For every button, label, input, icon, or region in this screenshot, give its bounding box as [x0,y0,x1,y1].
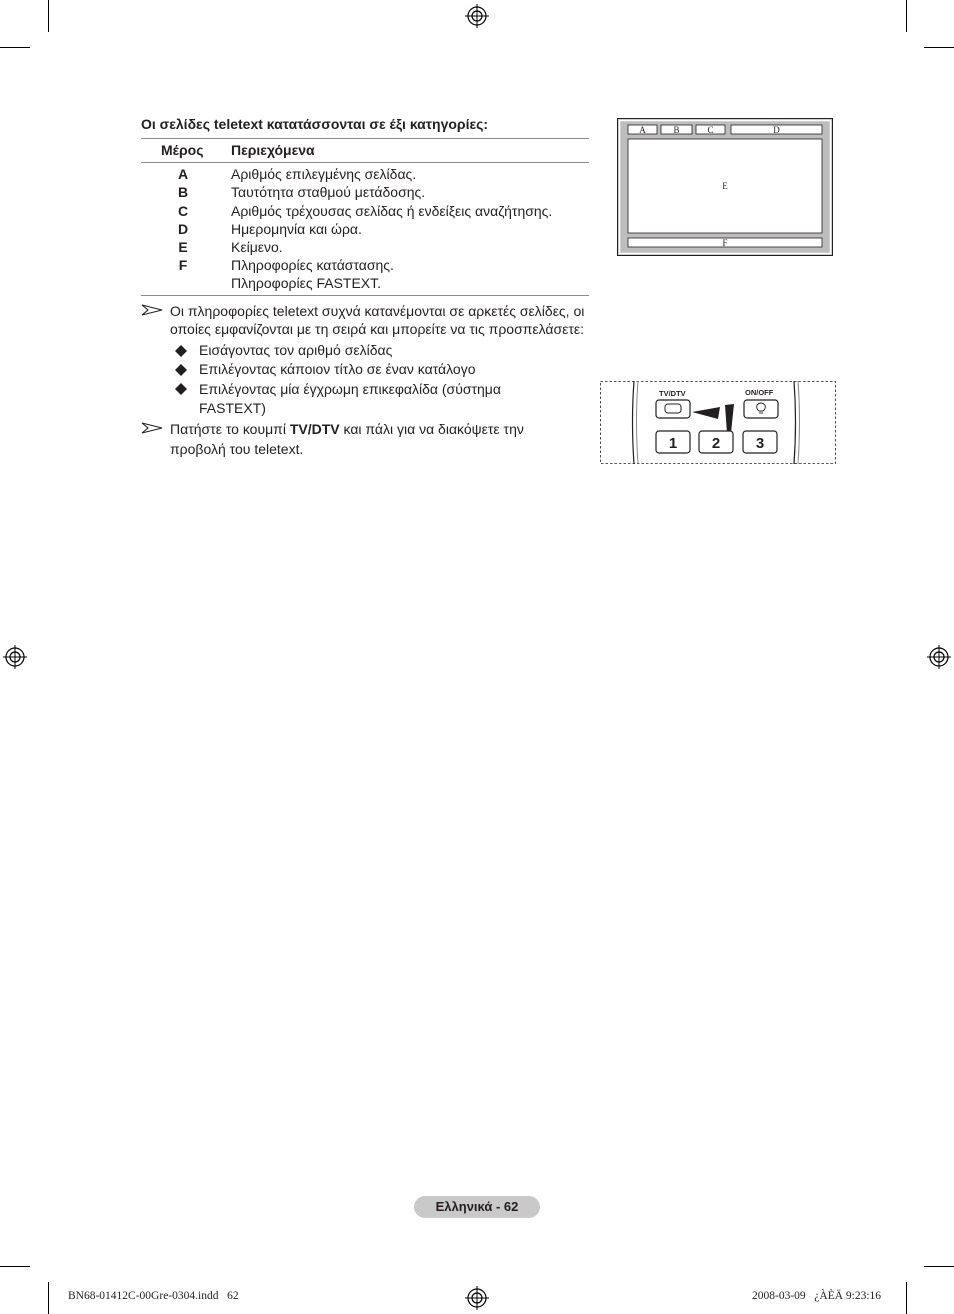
table-bottom-rule [141,295,589,296]
bullet-item: Εισάγοντας τον αριθμό σελίδας [199,342,393,358]
page-number-badge: Ελληνικά - 62 [414,1196,540,1218]
crop-mark [0,47,30,48]
bullet-item: Επιλέγοντας μία έγχρωμη επικεφαλίδα (σύστημα [199,381,501,397]
crop-mark [906,1282,907,1314]
date-slug: 2008-03-09 ¿ÀÈÄ 9:23:16 [752,1290,882,1302]
bullet-item: Επιλέγοντας κάποιον τίτλο σε έναν κατάλογο [199,361,476,377]
table-top-rule [141,138,589,139]
crop-mark [48,0,49,32]
bullet-item: FASTEXT) [199,400,266,416]
registration-mark-icon [927,645,951,669]
table-cell-desc: Αριθμός τρέχουσας σελίδας ή ενδείξεις αναζήτησης. [231,203,553,219]
note-text-part: και πάλι για να διακόψετε την [339,421,524,437]
crop-mark [924,47,954,48]
tv-dtv-key-name: TV/DTV [289,421,340,437]
crop-mark [48,1282,49,1314]
table-cell-desc: Αριθμός επιλεγμένης σελίδας. [231,166,417,182]
table-cell-part: A [177,166,189,182]
crop-mark [924,1266,954,1267]
registration-mark-icon [465,1286,489,1310]
note-text: προβολή του teletext. [170,441,304,457]
registration-mark-icon [3,645,27,669]
teletext-label-e: E [722,181,728,191]
number-key-2[interactable] [699,431,733,453]
table-cell-desc: Πληροφορίες κατάστασης. [231,257,394,273]
table-cell-part: C [177,203,189,219]
note-arrow-icon [141,422,163,434]
tv-dtv-label: TV/DTV [659,389,686,398]
number-key-1[interactable] [656,431,690,453]
teletext-label-f: F [722,238,728,248]
tv-dtv-button[interactable] [656,400,690,418]
diamond-bullet-icon [175,364,187,376]
number-key-3[interactable] [743,431,777,453]
note-arrow-icon [141,304,163,316]
note-text: οποίες εμφανίζονται με τη σειρά και μπορείτε να τις προσπελάσετε: [170,321,585,337]
table-cell-desc: Ημερομηνία και ώρα. [231,221,362,237]
note-text-part: Πατήστε το κουμπί [170,421,290,437]
remote-control-illustration [600,381,836,464]
table-header-contents: Περιεχόμενα [231,142,315,158]
table-cell-desc: Πληροφορίες FASTEXT. [231,275,382,291]
diamond-bullet-icon [175,383,187,395]
file-slug: BN68-01412C-00Gre-0304.indd 62 [68,1290,239,1302]
key-label: 2 [711,435,721,452]
key-label: 3 [755,435,765,452]
registration-mark-icon [465,4,489,28]
on-off-label: ON/OFF [745,388,774,397]
table-header-rule [141,162,589,163]
table-cell-part: E [178,239,188,255]
teletext-label-c: C [707,125,714,135]
table-cell-part: B [177,184,189,200]
section-heading: Οι σελίδες teletext κατατάσσονται σε έξι κατηγορίες: [141,116,489,132]
table-header-part: Μέρος [161,142,204,158]
table-cell-desc: Κείμενο. [231,239,283,255]
table-cell-part: D [177,221,189,237]
note-text [170,420,524,439]
on-off-button[interactable] [744,400,778,418]
crop-mark [0,1266,30,1267]
key-label: 1 [668,435,678,452]
table-cell-part: F [178,257,188,273]
teletext-label-a: A [639,125,646,135]
table-cell-desc: Ταυτότητα σταθμού μετάδοσης. [231,184,426,200]
note-text: Οι πληροφορίες teletext συχνά κατανέμονται σε αρκετές σελίδες, οι [170,303,585,319]
diamond-bullet-icon [175,345,187,357]
teletext-screen-diagram [617,118,833,256]
crop-mark [906,0,907,32]
teletext-label-b: B [673,125,680,135]
teletext-label-d: D [773,125,780,135]
